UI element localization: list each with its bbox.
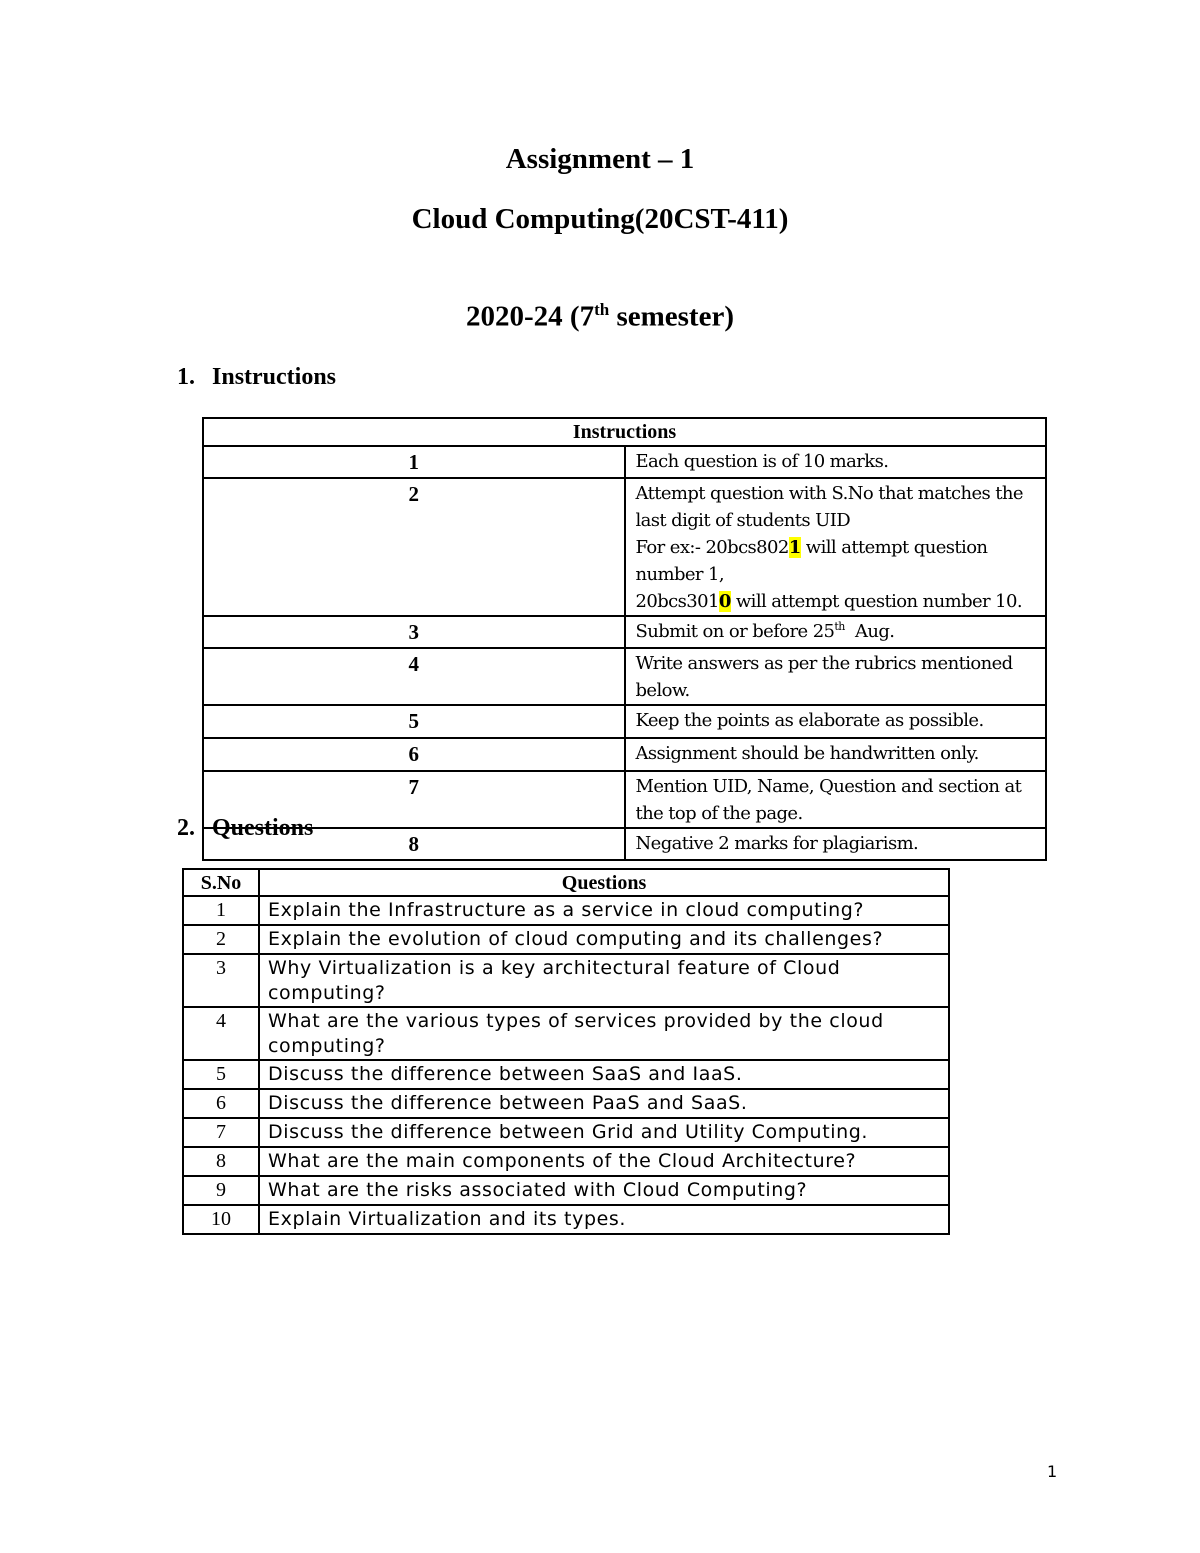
instruction-text: Negative 2 marks for plagiarism. — [625, 828, 1047, 860]
question-number: 4 — [183, 1007, 259, 1060]
row-number: 3 — [203, 616, 625, 648]
table-row — [203, 648, 1046, 705]
question-text: Explain Virtualization and its types. — [259, 1205, 949, 1234]
table-row — [203, 828, 1046, 860]
question-number: 5 — [183, 1060, 259, 1089]
table-row — [203, 771, 1046, 828]
row-number: 1 — [203, 446, 625, 478]
instruction-text: Assignment should be handwritten only. — [625, 738, 1047, 771]
table-header-row — [183, 869, 949, 896]
instructions-table-header: Instructions — [203, 418, 1046, 446]
question-text: Explain the Infrastructure as a service in cloud computing? — [259, 896, 949, 925]
question-text: What are the main components of the Cloud Architecture? — [259, 1147, 949, 1176]
highlighted-digit: 1 — [788, 537, 801, 558]
question-text: Discuss the difference between Grid and Utility Computing. — [259, 1118, 949, 1147]
row-number: 6 — [203, 738, 625, 771]
question-text: Discuss the difference between SaaS and IaaS. — [259, 1060, 949, 1089]
questions-heading: 2. Questions — [177, 815, 314, 841]
question-text: Discuss the difference between PaaS and SaaS. — [259, 1089, 949, 1118]
row-number: 4 — [203, 648, 625, 705]
question-text: Why Virtualization is a key architectural feature of Cloud computing? — [259, 954, 949, 1007]
question-number: 2 — [183, 925, 259, 954]
instructions-heading: 1. Instructions — [177, 364, 337, 390]
question-number: 6 — [183, 1089, 259, 1118]
sno-column-header: S.No — [183, 869, 259, 896]
table-row — [183, 925, 949, 954]
table-row — [203, 446, 1046, 478]
row-number: 5 — [203, 705, 625, 738]
page-number: 1 — [1047, 1462, 1058, 1481]
question-text: What are the various types of services provided by the cloud computing? — [259, 1007, 949, 1060]
questions-column-header: Questions — [259, 869, 949, 896]
question-number: 1 — [183, 896, 259, 925]
table-row — [183, 1205, 949, 1234]
question-text: What are the risks associated with Cloud Computing? — [259, 1176, 949, 1205]
table-header-row — [203, 418, 1046, 446]
table-row — [183, 1007, 949, 1060]
row-number: 8 — [203, 828, 625, 860]
row-number: 2 — [203, 478, 625, 616]
question-number: 3 — [183, 954, 259, 1007]
table-row — [203, 616, 1046, 648]
table-row — [203, 478, 1046, 616]
table-row — [203, 738, 1046, 771]
question-number: 8 — [183, 1147, 259, 1176]
question-number: 7 — [183, 1118, 259, 1147]
table-row — [183, 954, 949, 1007]
course-title: Cloud Computing(20CST-411) — [411, 203, 789, 235]
table-row — [183, 1147, 949, 1176]
table-row — [183, 1176, 949, 1205]
table-row — [183, 1089, 949, 1118]
instructions-table — [202, 417, 1047, 861]
question-number: 10 — [183, 1205, 259, 1234]
table-row — [203, 705, 1046, 738]
instruction-text: Write answers as per the rubrics mentioned below. — [625, 648, 1047, 705]
table-row — [183, 1060, 949, 1089]
instruction-text: Keep the points as elaborate as possible. — [625, 705, 1047, 738]
question-text: Explain the evolution of cloud computing and its challenges? — [259, 925, 949, 954]
question-number: 9 — [183, 1176, 259, 1205]
assignment-title: Assignment – 1 — [505, 143, 695, 175]
questions-table — [182, 868, 950, 1235]
instruction-text: Attempt question with S.No that matches the last digit of students UID For ex:- 20bcs8021 will attempt question number 1, 20bcs3010 will attempt question number 10. — [625, 478, 1047, 616]
batch-title: 2020-24 (7th semester) — [466, 300, 734, 333]
row-number: 7 — [203, 771, 625, 828]
instruction-text: Mention UID, Name, Question and section at the top of the page. — [625, 771, 1047, 828]
table-row — [183, 1118, 949, 1147]
instruction-text: Submit on or before 25th Aug. — [625, 616, 1047, 648]
table-row — [183, 896, 949, 925]
highlighted-digit: 0 — [718, 591, 731, 612]
instruction-text: Each question is of 10 marks. — [625, 446, 1047, 478]
